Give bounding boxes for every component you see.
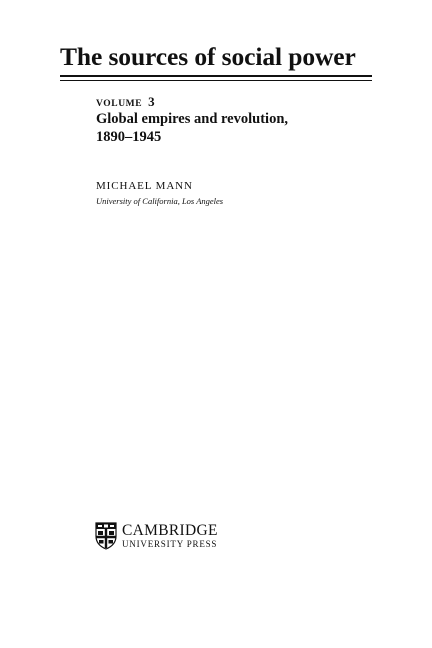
volume-number: 3 [148,94,155,109]
volume-label: VOLUME [96,99,143,109]
author-name: MICHAEL MANN [96,180,193,192]
publisher-subname: UNIVERSITY PRESS [122,539,218,549]
title-rule-thin [60,80,372,81]
title-rule-thick [60,75,372,77]
subtitle-line-2: 1890–1945 [96,129,162,145]
cambridge-crest-icon [95,522,117,550]
book-subtitle [96,110,288,146]
volume-line [96,93,155,111]
subtitle-line-1: Global empires and revolution, [96,111,289,127]
author-affiliation: University of California, Los Angeles [96,196,224,206]
book-title: The sources of social power [60,42,356,71]
publisher-name: CAMBRIDGE [122,522,218,539]
